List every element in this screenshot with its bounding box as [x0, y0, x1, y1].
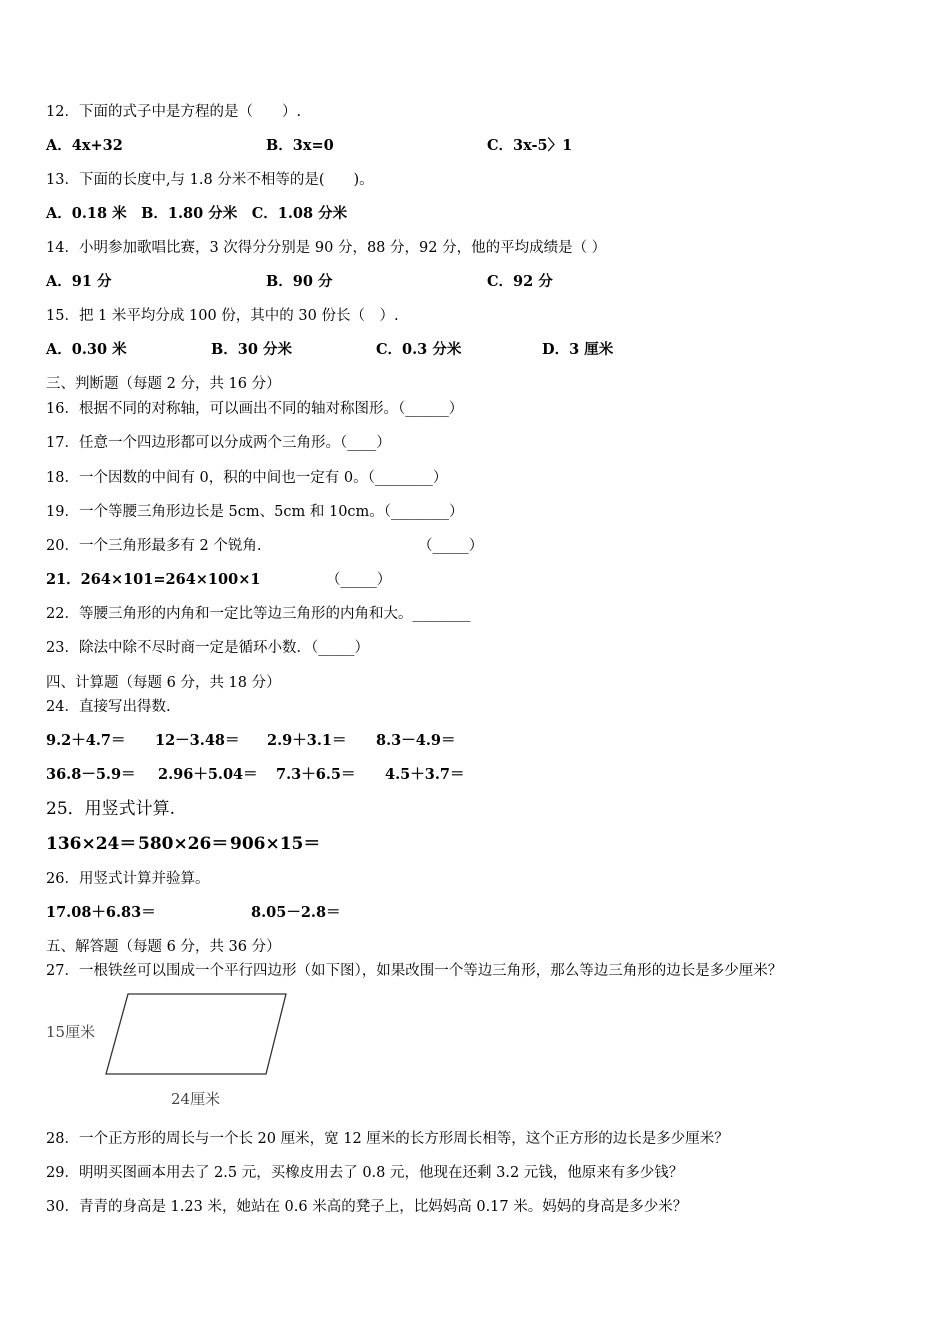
calc-item: 4.5＋3.7＝	[385, 766, 465, 783]
question-18: 18．一个因数的中间有 0，积的中间也一定有 0。（________）	[46, 470, 448, 486]
section-5-title: 五、解答题（每题 6 分，共 36 分）	[46, 939, 281, 955]
question-28: 28．一个正方形的周长与一个长 20 厘米，宽 12 厘米的长方形周长相等，这个正方形的边长是多少厘米？	[46, 1131, 729, 1147]
question-14: 14．小明参加歌唱比赛，3 次得分分别是 90 分，88 分，92 分，他的平均成绩是（ ）	[46, 240, 607, 256]
question-27: 27．一根铁丝可以围成一个平行四边形（如下图），如果改围一个等边三角形，那么等边三角形的边长是多少厘米？	[46, 963, 783, 979]
vertical-calc-item: 580×26＝	[138, 834, 229, 854]
figure-side-label: 15厘米	[46, 1023, 96, 1041]
question-26: 26．用竖式计算并验算。	[46, 871, 210, 887]
q15-option-b: B．30 分米	[211, 341, 292, 358]
q12-option-c: C．3x-5〉1	[487, 137, 573, 154]
vertical-calc-item: 8.05－2.8＝	[251, 904, 341, 921]
question-17: 17．任意一个四边形都可以分成两个三角形。（____）	[46, 435, 391, 451]
figure-base-label: 24厘米	[171, 1090, 221, 1108]
calc-item: 2.9＋3.1＝	[267, 732, 347, 749]
question-20: 20．一个三角形最多有 2 个锐角.	[46, 538, 262, 554]
question-23: 23．除法中除不尽时商一定是循环小数．（_____）	[46, 640, 369, 656]
question-15: 15．把 1 米平均分成 100 份，其中的 30 份长（ ）.	[46, 308, 399, 324]
calc-item: 12－3.48＝	[155, 732, 240, 749]
calc-item: 36.8－5.9＝	[46, 766, 136, 783]
q13-options: A．0.18 米 B．1.80 分米 C．1.08 分米	[46, 205, 348, 222]
question-30: 30．青青的身高是 1.23 米，她站在 0.6 米高的凳子上，比妈妈高 0.17 米。妈妈的身高是多少米？	[46, 1199, 688, 1215]
q14-option-c: C．92 分	[487, 273, 553, 290]
question-19: 19．一个等腰三角形边长是 5cm、5cm 和 10cm。（________）	[46, 504, 464, 520]
parallelogram-figure	[100, 988, 300, 1083]
q15-option-c: C．0.3 分米	[376, 341, 462, 358]
section-4-title: 四、计算题（每题 6 分，共 18 分）	[46, 675, 281, 691]
vertical-calc-item: 17.08＋6.83＝	[46, 904, 156, 921]
calc-item: 7.3＋6.5＝	[276, 766, 356, 783]
q14-option-b: B．90 分	[266, 273, 333, 290]
question-13: 13．下面的长度中,与 1.8 分米不相等的是( )。	[46, 172, 374, 188]
calc-item: 2.96＋5.04＝	[158, 766, 258, 783]
q15-option-d: D．3 厘米	[542, 341, 614, 358]
q12-option-a: A．4x+32	[46, 137, 123, 154]
calc-item: 8.3－4.9＝	[376, 732, 456, 749]
question-22: 22．等腰三角形的内角和一定比等边三角形的内角和大。________	[46, 606, 471, 622]
section-3-title: 三、判断题（每题 2 分，共 16 分）	[46, 376, 281, 392]
question-24: 24．直接写出得数.	[46, 699, 171, 715]
question-21-blank: （_____）	[326, 572, 392, 588]
q14-option-a: A．91 分	[46, 273, 112, 290]
q12-option-b: B．3x=0	[266, 137, 334, 154]
vertical-calc-item: 906×15＝	[230, 834, 321, 854]
vertical-calc-item: 136×24＝	[46, 834, 137, 854]
question-20-blank: （_____）	[418, 538, 484, 554]
question-12: 12．下面的式子中是方程的是（ ）.	[46, 104, 302, 120]
q15-option-a: A．0.30 米	[46, 341, 127, 358]
question-25: 25．用竖式计算.	[46, 799, 176, 819]
question-21: 21．264×101=264×100×1	[46, 571, 261, 588]
parallelogram-shape	[106, 994, 286, 1074]
calc-item: 9.2＋4.7＝	[46, 732, 126, 749]
question-16: 16．根据不同的对称轴，可以画出不同的轴对称图形。（______）	[46, 401, 464, 417]
question-29: 29．明明买图画本用去了 2.5 元，买橡皮用去了 0.8 元，他现在还剩 3.2 元钱，他原来有多少钱？	[46, 1165, 684, 1181]
